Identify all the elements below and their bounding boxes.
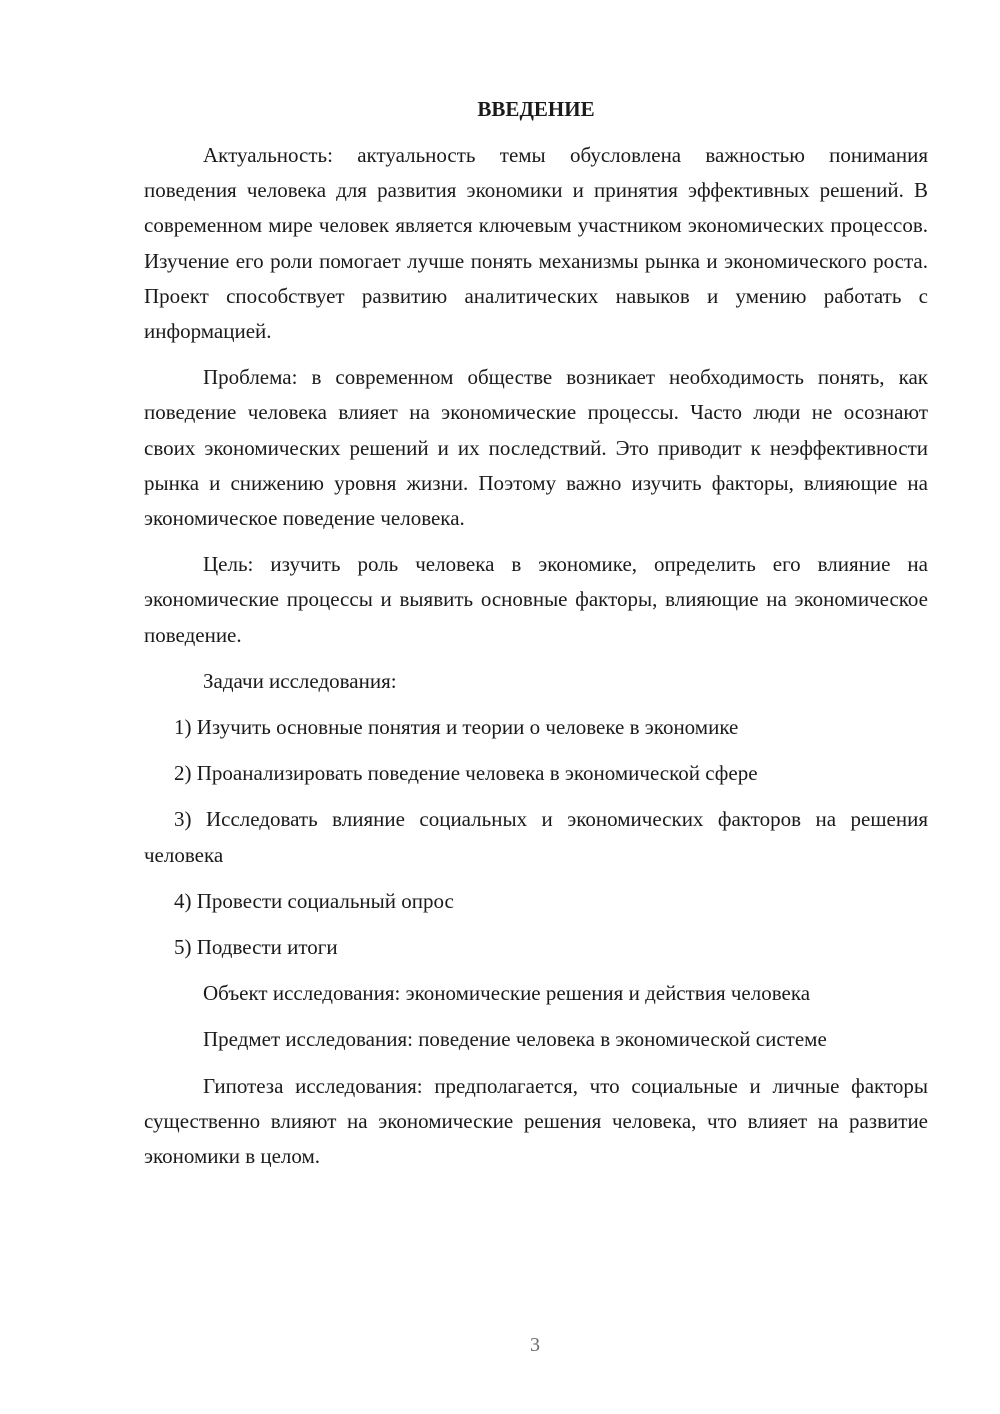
task-item-5: 5) Подвести итоги bbox=[174, 935, 338, 960]
document-page bbox=[144, 92, 928, 1174]
page-number: 3 bbox=[530, 1334, 540, 1356]
paragraph-object: Объект исследования: экономические решения и действия человека bbox=[203, 981, 811, 1006]
tasks-title: Задачи исследования: bbox=[203, 668, 397, 693]
paragraph-relevance: Актуальность: актуальность темы обусловлена важностью понимания поведения человека для развития экономики и принятия эффективных решений. В современном мире человек является ключевым участником экономических процессов. Изучение его роли помогает лучше понять механизмы рынка и экономического роста. Проект способствует развитию аналитических навыков и умению работать с информацией. bbox=[144, 143, 928, 344]
section-heading: ВВЕДЕНИЕ bbox=[477, 97, 595, 121]
task-item-3: 3) Исследовать влияние социальных и экономических факторов на решения человека bbox=[144, 807, 928, 867]
paragraph-problem: Проблема: в современном обществе возникает необходимость понять, как поведение человека влияет на экономические процессы. Часто люди не осознают своих экономических решений и их последствий. Это приводит к неэффективности рынка и снижению уровня жизни. Поэтому важно изучить факторы, влияющие на экономическое поведение человека. bbox=[144, 365, 928, 531]
task-item-4: 4) Провести социальный опрос bbox=[174, 888, 454, 913]
task-item-2: 2) Проанализировать поведение человека в экономической сфере bbox=[174, 761, 758, 786]
task-item-1: 1) Изучить основные понятия и теории о человеке в экономике bbox=[174, 715, 739, 740]
paragraph-hypothesis: Гипотеза исследования: предполагается, что социальные и личные факторы существенно влияют на экономические решения человека, что влияет на развитие экономики в целом. bbox=[144, 1073, 928, 1169]
paragraph-goal: Цель: изучить роль человека в экономике, определить его влияние на экономические процессы и выявить основные факторы, влияющие на экономическое поведение. bbox=[144, 552, 928, 647]
paragraph-subject: Предмет исследования: поведение человека в экономической системе bbox=[203, 1027, 827, 1052]
